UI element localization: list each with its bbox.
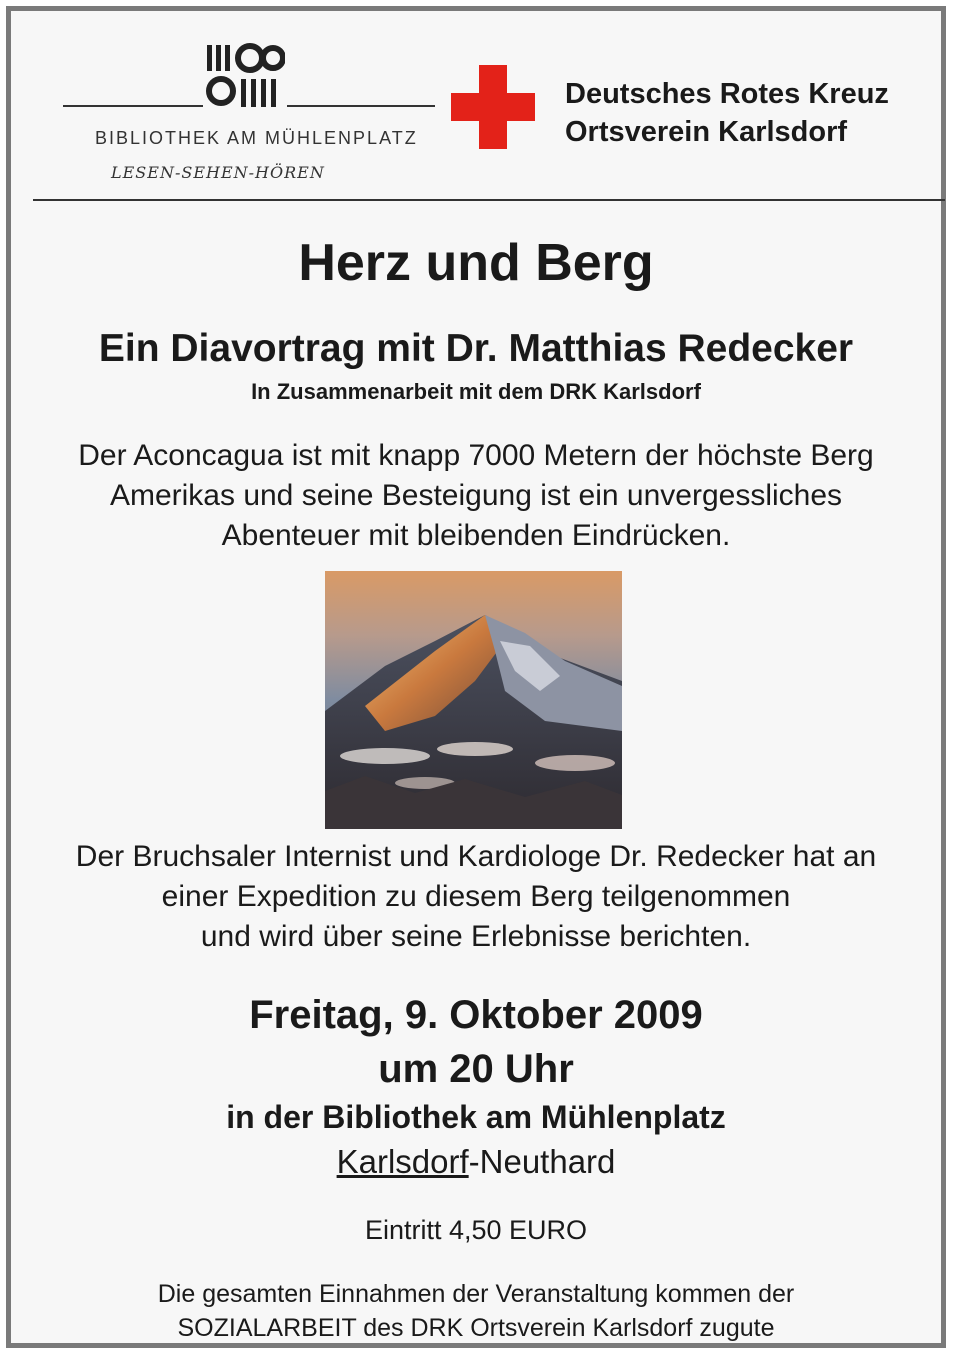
intro-text: [11, 436, 941, 556]
town-name-suffix: -Neuthard: [468, 1143, 616, 1180]
cooperation-note: In Zusammenarbeit mit dem DRK Karlsdorf: [251, 379, 701, 404]
logo-line-left: [63, 105, 203, 107]
event-subtitle: Ein Diavortrag mit Dr. Matthias Redecker: [98, 327, 854, 370]
logo-line-right: [287, 105, 435, 107]
intro-line: Der Aconcagua ist mit knapp 7000 Metern der höchste Berg: [78, 439, 874, 472]
footer-note: [11, 1277, 941, 1345]
library-tagline: LESEN-SEHEN-HÖREN: [111, 163, 325, 182]
library-logo: [55, 35, 435, 195]
detail-text: [11, 837, 941, 957]
detail-line: einer Expedition zu diesem Berg teilgenommen: [161, 880, 791, 913]
red-cross-icon: [451, 65, 535, 149]
intro-line: Amerikas und seine Besteigung ist ein unvergessliches: [109, 479, 843, 512]
event-date: Freitag, 9. Oktober 2009: [249, 993, 703, 1037]
library-name: BIBLIOTHEK AM MÜHLENPLATZ: [95, 128, 418, 148]
event-title: Herz und Berg: [298, 234, 654, 292]
drk-name: [565, 75, 889, 151]
footer-line: SOZIALARBEIT des DRK Ortsverein Karlsdorf zugute: [177, 1314, 775, 1342]
drk-name-line1: Deutsches Rotes Kreuz: [565, 78, 889, 110]
detail-line: und wird über seine Erlebnisse berichten.: [200, 920, 752, 953]
poster-header: [11, 11, 941, 201]
footer-line: Die gesamten Einnahmen der Veranstaltung kommen der: [157, 1280, 795, 1308]
header-divider: [33, 199, 945, 201]
event-venue: in der Bibliothek am Mühlenplatz: [226, 1099, 726, 1135]
library-logo-icon: [205, 43, 285, 111]
entry-fee: Eintritt 4,50 EURO: [364, 1215, 588, 1245]
event-time: um 20 Uhr: [378, 1047, 574, 1091]
mountain-photo: [325, 571, 622, 829]
event-town: [11, 1143, 941, 1181]
drk-name-line2: Ortsverein Karlsdorf: [565, 116, 848, 148]
town-name-underlined: Karlsdorf: [336, 1143, 469, 1180]
detail-line: Der Bruchsaler Internist und Kardiologe Dr. Redecker hat an: [75, 840, 877, 873]
intro-line: Abenteuer mit bleibenden Eindrücken.: [221, 519, 731, 552]
event-poster: [6, 6, 946, 1348]
